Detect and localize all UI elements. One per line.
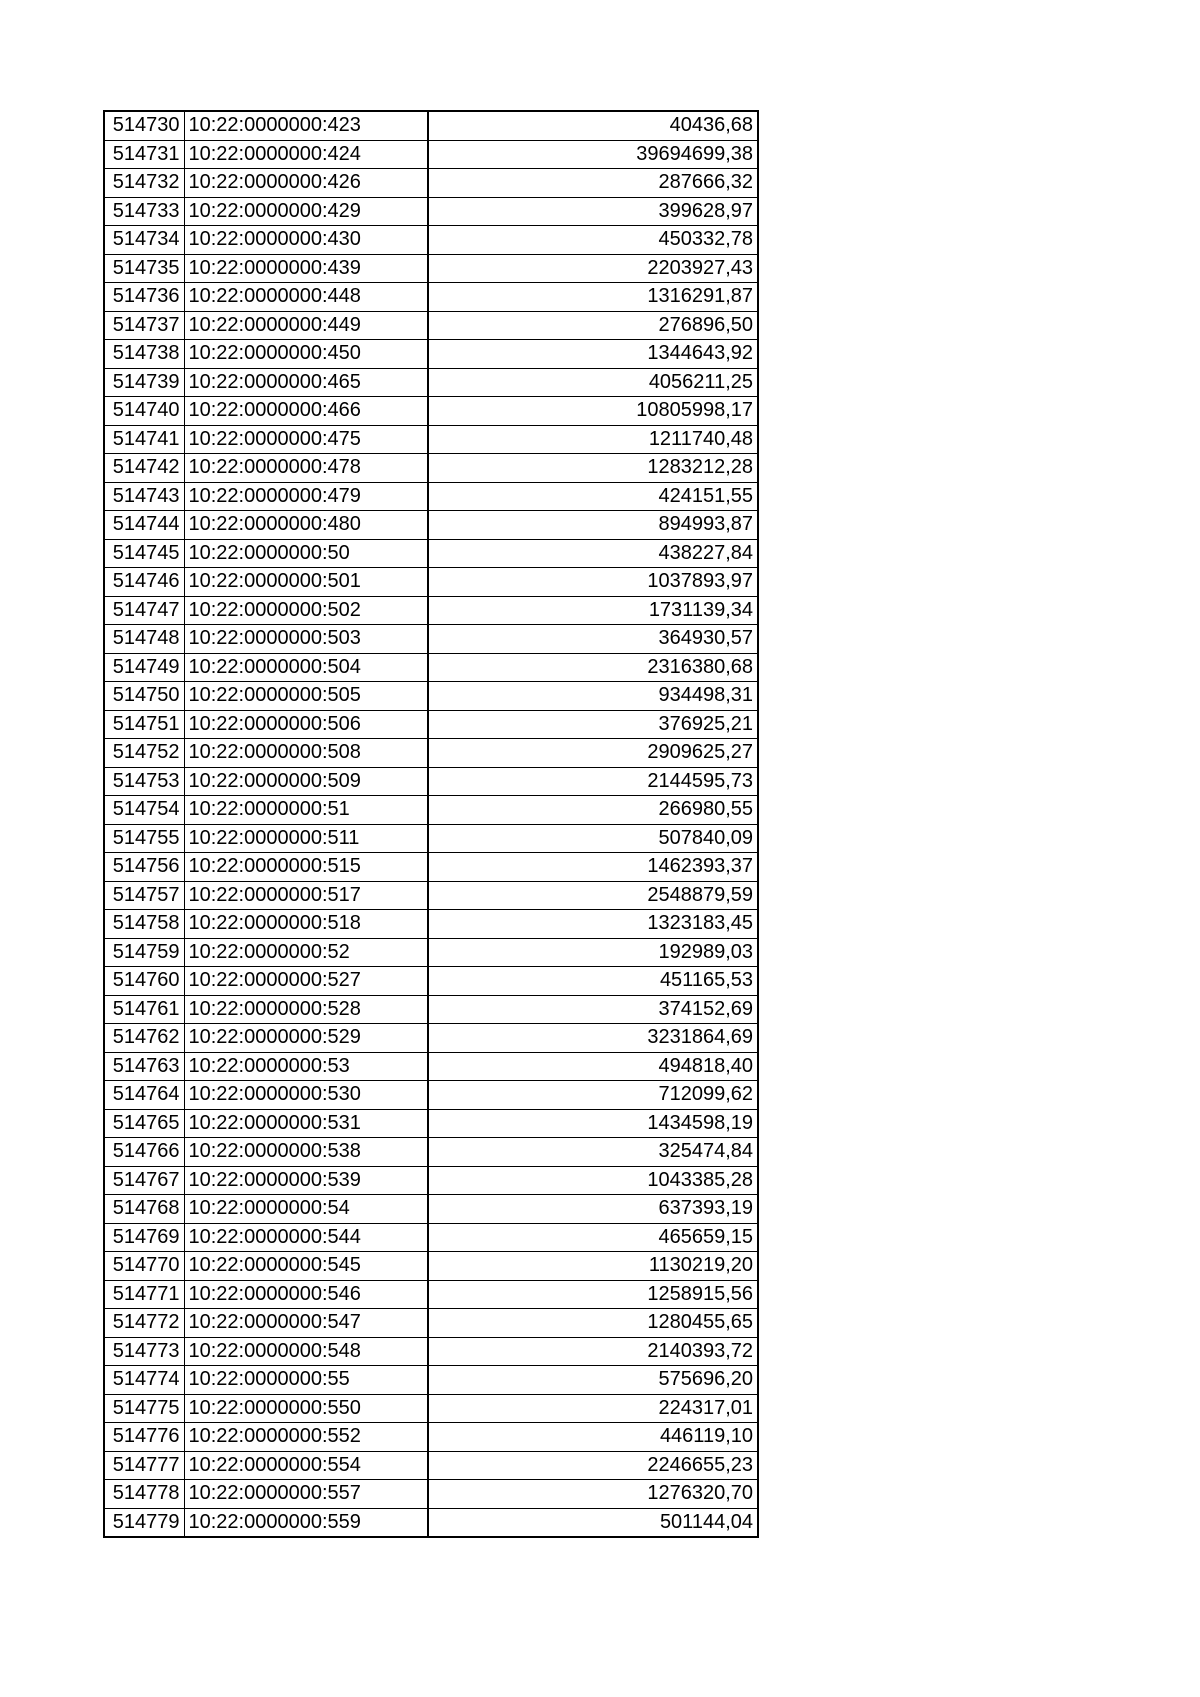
- value-cell: 465659,15: [428, 1223, 758, 1252]
- cadastral-number-cell: 10:22:0000000:544: [184, 1223, 428, 1252]
- value-cell: 1280455,65: [428, 1309, 758, 1338]
- table-row: [104, 1166, 758, 1195]
- value-cell: 507840,09: [428, 824, 758, 853]
- value-cell: 2203927,43: [428, 254, 758, 283]
- row-id-cell: 514775: [104, 1394, 184, 1423]
- table-row: [104, 340, 758, 369]
- row-id-cell: 514774: [104, 1366, 184, 1395]
- cadastral-number-cell: 10:22:0000000:480: [184, 511, 428, 540]
- table-row: [104, 767, 758, 796]
- table-row: [104, 1480, 758, 1509]
- row-id-cell: 514760: [104, 967, 184, 996]
- value-cell: 1316291,87: [428, 283, 758, 312]
- value-cell: 325474,84: [428, 1138, 758, 1167]
- cadastral-number-cell: 10:22:0000000:423: [184, 111, 428, 140]
- row-id-cell: 514730: [104, 111, 184, 140]
- value-cell: 3231864,69: [428, 1024, 758, 1053]
- cadastral-number-cell: 10:22:0000000:479: [184, 482, 428, 511]
- value-cell: 1130219,20: [428, 1252, 758, 1281]
- row-id-cell: 514736: [104, 283, 184, 312]
- value-cell: 1731139,34: [428, 596, 758, 625]
- value-cell: 494818,40: [428, 1052, 758, 1081]
- table-row: [104, 625, 758, 654]
- cadastral-number-cell: 10:22:0000000:546: [184, 1280, 428, 1309]
- cadastral-number-cell: 10:22:0000000:529: [184, 1024, 428, 1053]
- row-id-cell: 514755: [104, 824, 184, 853]
- cadastral-number-cell: 10:22:0000000:527: [184, 967, 428, 996]
- row-id-cell: 514739: [104, 368, 184, 397]
- cadastral-number-cell: 10:22:0000000:531: [184, 1109, 428, 1138]
- cadastral-number-cell: 10:22:0000000:450: [184, 340, 428, 369]
- cadastral-number-cell: 10:22:0000000:501: [184, 568, 428, 597]
- table-row: [104, 169, 758, 198]
- value-cell: 40436,68: [428, 111, 758, 140]
- cadastral-number-cell: 10:22:0000000:509: [184, 767, 428, 796]
- table-row: [104, 653, 758, 682]
- value-cell: 2246655,23: [428, 1451, 758, 1480]
- cadastral-number-cell: 10:22:0000000:515: [184, 853, 428, 882]
- cadastral-number-cell: 10:22:0000000:528: [184, 995, 428, 1024]
- table-row: [104, 568, 758, 597]
- value-cell: 934498,31: [428, 682, 758, 711]
- table-row: [104, 1052, 758, 1081]
- table-row: [104, 226, 758, 255]
- row-id-cell: 514733: [104, 197, 184, 226]
- value-cell: 1037893,97: [428, 568, 758, 597]
- cadastral-number-cell: 10:22:0000000:475: [184, 425, 428, 454]
- cadastral-number-cell: 10:22:0000000:466: [184, 397, 428, 426]
- value-cell: 2316380,68: [428, 653, 758, 682]
- value-cell: 712099,62: [428, 1081, 758, 1110]
- value-cell: 10805998,17: [428, 397, 758, 426]
- value-cell: 424151,55: [428, 482, 758, 511]
- table-row: [104, 967, 758, 996]
- cadastral-number-cell: 10:22:0000000:439: [184, 254, 428, 283]
- row-id-cell: 514746: [104, 568, 184, 597]
- row-id-cell: 514741: [104, 425, 184, 454]
- table-row: [104, 482, 758, 511]
- table-row: [104, 1337, 758, 1366]
- row-id-cell: 514753: [104, 767, 184, 796]
- cadastral-number-cell: 10:22:0000000:550: [184, 1394, 428, 1423]
- table-row: [104, 1195, 758, 1224]
- row-id-cell: 514758: [104, 910, 184, 939]
- value-cell: 446119,10: [428, 1423, 758, 1452]
- row-id-cell: 514762: [104, 1024, 184, 1053]
- value-cell: 376925,21: [428, 710, 758, 739]
- cadastral-number-cell: 10:22:0000000:554: [184, 1451, 428, 1480]
- table-row: [104, 910, 758, 939]
- cadastral-number-cell: 10:22:0000000:429: [184, 197, 428, 226]
- value-cell: 399628,97: [428, 197, 758, 226]
- cadastral-number-cell: 10:22:0000000:51: [184, 796, 428, 825]
- row-id-cell: 514764: [104, 1081, 184, 1110]
- table-row: [104, 881, 758, 910]
- value-cell: 192989,03: [428, 938, 758, 967]
- row-id-cell: 514773: [104, 1337, 184, 1366]
- cadastral-number-cell: 10:22:0000000:548: [184, 1337, 428, 1366]
- cadastral-number-cell: 10:22:0000000:424: [184, 140, 428, 169]
- row-id-cell: 514777: [104, 1451, 184, 1480]
- value-cell: 287666,32: [428, 169, 758, 198]
- row-id-cell: 514732: [104, 169, 184, 198]
- value-cell: 4056211,25: [428, 368, 758, 397]
- table-row: [104, 1223, 758, 1252]
- table-row: [104, 1280, 758, 1309]
- table-row: [104, 197, 758, 226]
- row-id-cell: 514779: [104, 1508, 184, 1537]
- data-table: [103, 110, 759, 1538]
- value-cell: 501144,04: [428, 1508, 758, 1537]
- value-cell: 266980,55: [428, 796, 758, 825]
- table-row: [104, 397, 758, 426]
- row-id-cell: 514752: [104, 739, 184, 768]
- table-row: [104, 1451, 758, 1480]
- value-cell: 575696,20: [428, 1366, 758, 1395]
- row-id-cell: 514771: [104, 1280, 184, 1309]
- value-cell: 374152,69: [428, 995, 758, 1024]
- row-id-cell: 514743: [104, 482, 184, 511]
- table-body: [104, 111, 758, 1537]
- value-cell: 451165,53: [428, 967, 758, 996]
- table-row: [104, 938, 758, 967]
- row-id-cell: 514763: [104, 1052, 184, 1081]
- value-cell: 450332,78: [428, 226, 758, 255]
- table-row: [104, 824, 758, 853]
- table-row: [104, 739, 758, 768]
- table-row: [104, 1508, 758, 1537]
- table-row: [104, 140, 758, 169]
- table-row: [104, 1394, 758, 1423]
- table-row: [104, 682, 758, 711]
- row-id-cell: 514772: [104, 1309, 184, 1338]
- row-id-cell: 514745: [104, 539, 184, 568]
- row-id-cell: 514768: [104, 1195, 184, 1224]
- table-row: [104, 454, 758, 483]
- table-row: [104, 1138, 758, 1167]
- value-cell: 1283212,28: [428, 454, 758, 483]
- cadastral-number-cell: 10:22:0000000:478: [184, 454, 428, 483]
- row-id-cell: 514756: [104, 853, 184, 882]
- row-id-cell: 514731: [104, 140, 184, 169]
- cadastral-number-cell: 10:22:0000000:545: [184, 1252, 428, 1281]
- row-id-cell: 514737: [104, 311, 184, 340]
- value-cell: 39694699,38: [428, 140, 758, 169]
- table-row: [104, 539, 758, 568]
- value-cell: 438227,84: [428, 539, 758, 568]
- table-row: [104, 995, 758, 1024]
- row-id-cell: 514776: [104, 1423, 184, 1452]
- value-cell: 276896,50: [428, 311, 758, 340]
- cadastral-number-cell: 10:22:0000000:517: [184, 881, 428, 910]
- cadastral-number-cell: 10:22:0000000:503: [184, 625, 428, 654]
- cadastral-number-cell: 10:22:0000000:559: [184, 1508, 428, 1537]
- row-id-cell: 514740: [104, 397, 184, 426]
- cadastral-number-cell: 10:22:0000000:504: [184, 653, 428, 682]
- table-row: [104, 368, 758, 397]
- table-row: [104, 254, 758, 283]
- row-id-cell: 514754: [104, 796, 184, 825]
- table-row: [104, 1252, 758, 1281]
- value-cell: 1258915,56: [428, 1280, 758, 1309]
- row-id-cell: 514761: [104, 995, 184, 1024]
- row-id-cell: 514747: [104, 596, 184, 625]
- value-cell: 224317,01: [428, 1394, 758, 1423]
- value-cell: 1043385,28: [428, 1166, 758, 1195]
- cadastral-number-cell: 10:22:0000000:557: [184, 1480, 428, 1509]
- value-cell: 364930,57: [428, 625, 758, 654]
- table-row: [104, 425, 758, 454]
- row-id-cell: 514735: [104, 254, 184, 283]
- row-id-cell: 514778: [104, 1480, 184, 1509]
- table-row: [104, 311, 758, 340]
- cadastral-number-cell: 10:22:0000000:430: [184, 226, 428, 255]
- row-id-cell: 514748: [104, 625, 184, 654]
- table-row: [104, 1366, 758, 1395]
- value-cell: 1276320,70: [428, 1480, 758, 1509]
- value-cell: 1434598,19: [428, 1109, 758, 1138]
- row-id-cell: 514767: [104, 1166, 184, 1195]
- cadastral-number-cell: 10:22:0000000:506: [184, 710, 428, 739]
- cadastral-number-cell: 10:22:0000000:50: [184, 539, 428, 568]
- cadastral-number-cell: 10:22:0000000:538: [184, 1138, 428, 1167]
- value-cell: 2144595,73: [428, 767, 758, 796]
- table-row: [104, 1081, 758, 1110]
- value-cell: 1323183,45: [428, 910, 758, 939]
- table-row: [104, 111, 758, 140]
- value-cell: 2548879,59: [428, 881, 758, 910]
- value-cell: 1462393,37: [428, 853, 758, 882]
- value-cell: 1344643,92: [428, 340, 758, 369]
- cadastral-number-cell: 10:22:0000000:505: [184, 682, 428, 711]
- row-id-cell: 514757: [104, 881, 184, 910]
- value-cell: 894993,87: [428, 511, 758, 540]
- table-row: [104, 1024, 758, 1053]
- cadastral-number-cell: 10:22:0000000:547: [184, 1309, 428, 1338]
- table-row: [104, 1109, 758, 1138]
- row-id-cell: 514765: [104, 1109, 184, 1138]
- value-cell: 1211740,48: [428, 425, 758, 454]
- cadastral-number-cell: 10:22:0000000:448: [184, 283, 428, 312]
- value-cell: 2909625,27: [428, 739, 758, 768]
- row-id-cell: 514742: [104, 454, 184, 483]
- row-id-cell: 514751: [104, 710, 184, 739]
- cadastral-number-cell: 10:22:0000000:552: [184, 1423, 428, 1452]
- cadastral-number-cell: 10:22:0000000:53: [184, 1052, 428, 1081]
- value-cell: 2140393,72: [428, 1337, 758, 1366]
- row-id-cell: 514734: [104, 226, 184, 255]
- cadastral-number-cell: 10:22:0000000:55: [184, 1366, 428, 1395]
- cadastral-number-cell: 10:22:0000000:511: [184, 824, 428, 853]
- cadastral-number-cell: 10:22:0000000:54: [184, 1195, 428, 1224]
- table-row: [104, 1423, 758, 1452]
- cadastral-number-cell: 10:22:0000000:449: [184, 311, 428, 340]
- row-id-cell: 514770: [104, 1252, 184, 1281]
- cadastral-number-cell: 10:22:0000000:508: [184, 739, 428, 768]
- row-id-cell: 514769: [104, 1223, 184, 1252]
- row-id-cell: 514766: [104, 1138, 184, 1167]
- table-row: [104, 511, 758, 540]
- table-row: [104, 710, 758, 739]
- row-id-cell: 514749: [104, 653, 184, 682]
- table-row: [104, 796, 758, 825]
- table-row: [104, 1309, 758, 1338]
- row-id-cell: 514738: [104, 340, 184, 369]
- cadastral-number-cell: 10:22:0000000:426: [184, 169, 428, 198]
- row-id-cell: 514750: [104, 682, 184, 711]
- cadastral-number-cell: 10:22:0000000:502: [184, 596, 428, 625]
- cadastral-number-cell: 10:22:0000000:539: [184, 1166, 428, 1195]
- cadastral-number-cell: 10:22:0000000:52: [184, 938, 428, 967]
- value-cell: 637393,19: [428, 1195, 758, 1224]
- row-id-cell: 514759: [104, 938, 184, 967]
- table-row: [104, 596, 758, 625]
- cadastral-number-cell: 10:22:0000000:518: [184, 910, 428, 939]
- cadastral-number-cell: 10:22:0000000:465: [184, 368, 428, 397]
- table-row: [104, 283, 758, 312]
- row-id-cell: 514744: [104, 511, 184, 540]
- cadastral-number-cell: 10:22:0000000:530: [184, 1081, 428, 1110]
- table-row: [104, 853, 758, 882]
